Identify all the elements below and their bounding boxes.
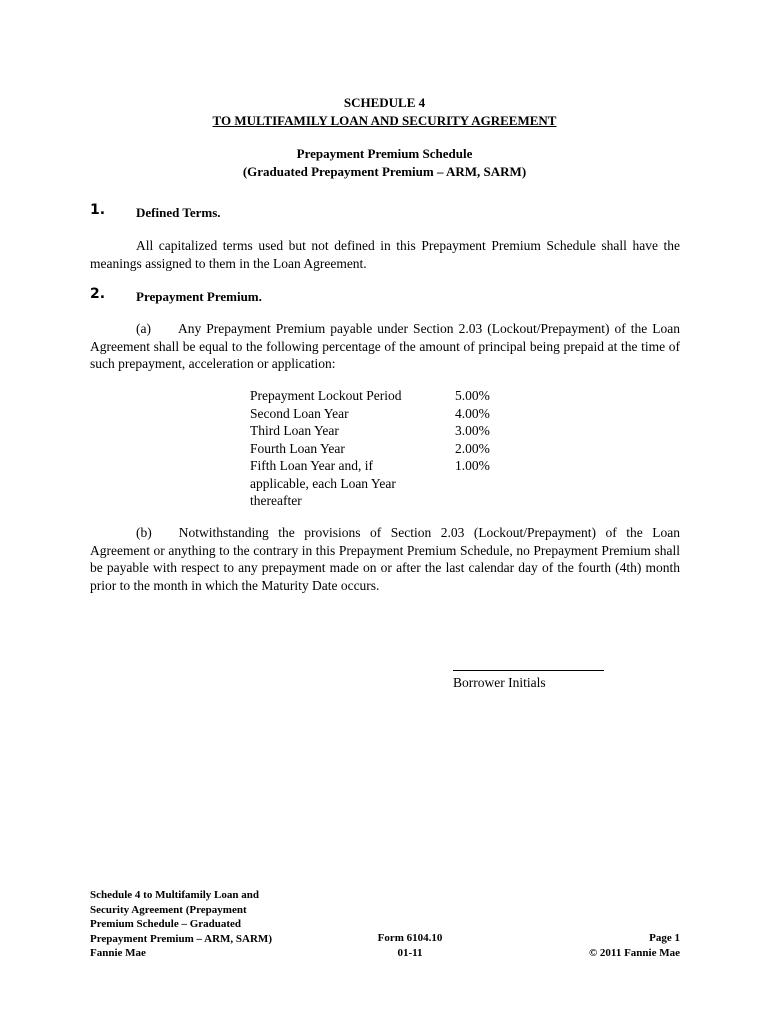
- period-line: Second Loan Year: [250, 405, 349, 421]
- period-line: Prepayment Lockout Period: [250, 388, 402, 403]
- rate-cell: 4.00%: [455, 405, 490, 421]
- borrower-initials-label: Borrower Initials: [453, 675, 546, 690]
- footer-left-line: Security Agreement (Prepayment: [90, 903, 247, 916]
- footer-left: [90, 888, 272, 961]
- page-number: Page 1: [649, 932, 680, 944]
- period-line: Fifth Loan Year and, if: [250, 458, 373, 473]
- schedule-heading: SCHEDULE 4: [343, 95, 426, 110]
- section-2a-text: Any Prepayment Premium payable under Section 2.03 (Lockout/Prepayment) of the Loan Agreement shall be equal to the following percentage of the amount of principal being prepaid at the time of such prepayment, acceleration or application:: [90, 321, 680, 371]
- section-1-text: All capitalized terms used but not defined in this Prepayment Premium Schedule shall have the meanings assigned to them in the Loan Agreement.: [90, 238, 680, 271]
- agreement-title: TO MULTIFAMILY LOAN AND SECURITY AGREEMENT: [212, 113, 557, 128]
- period-line: thereafter: [250, 493, 302, 508]
- footer-left-line: Fannie Mae: [90, 947, 146, 959]
- rate-cell: 5.00%: [455, 388, 490, 403]
- form-date: 01-11: [397, 946, 423, 959]
- period-line: Third Loan Year: [250, 423, 339, 438]
- rate-cell: 3.00%: [455, 423, 490, 438]
- footer-right: [540, 931, 680, 960]
- footer-left-line: Premium Schedule – Graduated: [90, 918, 242, 930]
- form-number: Form 6104.10: [377, 932, 443, 944]
- section-2-title: Prepayment Premium.: [136, 289, 262, 304]
- rate-cell: 2.00%: [455, 440, 490, 456]
- footer-left-line: Schedule 4 to Multifamily Loan and: [90, 889, 259, 901]
- rate-cell: 1.00%: [455, 458, 490, 473]
- initials-signature-line[interactable]: [453, 670, 604, 671]
- section-2b-paragraph: [90, 524, 680, 594]
- section-1-number: 1.: [90, 202, 106, 218]
- premium-table-periods: [250, 387, 401, 510]
- section-2a-paragraph: [90, 320, 680, 373]
- copyright: © 2011 Fannie Mae: [588, 946, 680, 959]
- section-2a-label: (a): [136, 321, 151, 336]
- premium-table-rates: [455, 387, 490, 475]
- schedule-subtitle: Prepayment Premium Schedule: [296, 146, 473, 161]
- schedule-subtitle-detail: (Graduated Prepayment Premium – ARM, SARM): [242, 164, 527, 179]
- section-2-number: 2.: [90, 286, 106, 302]
- section-2b-text: Notwithstanding the provisions of Section 2.03 (Lockout/Prepayment) of the Loan Agreement or anything to the contrary in this Prepayment Premium Schedule, no Prepayment Premium shall be payable with respect to any prepayment made on or after the last calendar day of the fourth (4th) month prior to the month in which the Maturity Date occurs.: [90, 525, 680, 593]
- footer-center: [340, 931, 480, 960]
- period-line: Fourth Loan Year: [250, 440, 345, 456]
- footer-left-line: Prepayment Premium – ARM, SARM): [90, 932, 272, 945]
- section-1-title: Defined Terms.: [136, 205, 221, 220]
- section-2b-label: (b): [136, 525, 152, 540]
- period-line: applicable, each Loan Year: [250, 475, 396, 491]
